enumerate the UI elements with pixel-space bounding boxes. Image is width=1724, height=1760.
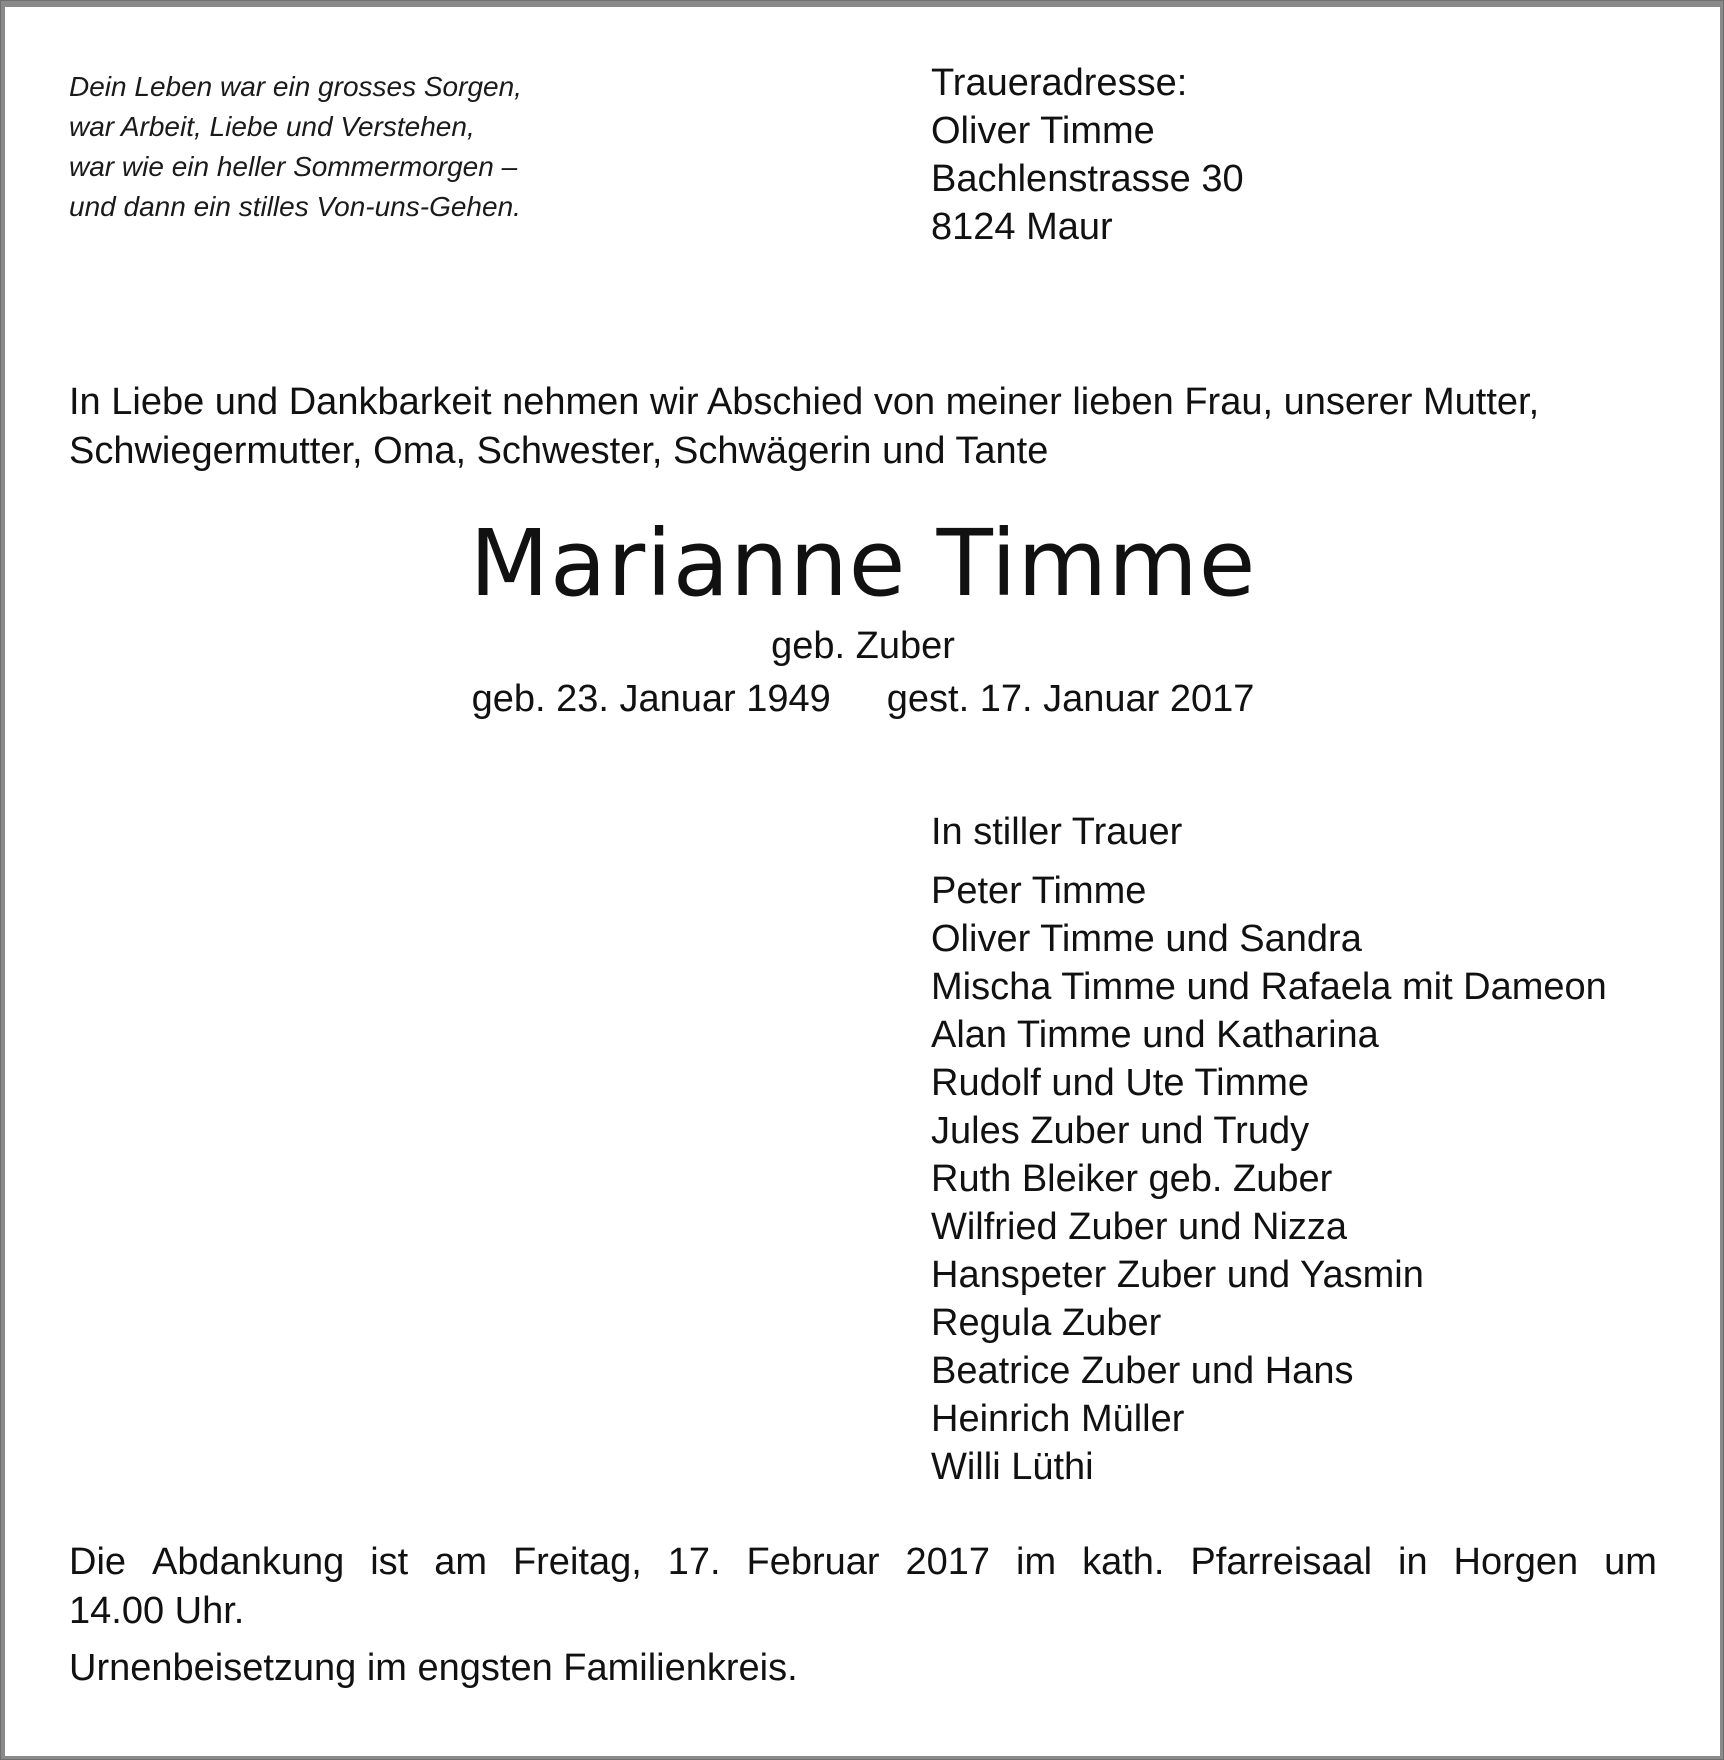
poem-line: war Arbeit, Liebe und Verstehen, <box>69 111 475 142</box>
mourner-name: Jules Zuber und Trudy <box>931 1110 1310 1152</box>
mourner-name: Mischa Timme und Rafaela mit Dameon <box>931 966 1607 1008</box>
mourner-name: Ruth Bleiker geb. Zuber <box>931 1158 1333 1200</box>
mourner-name: Regula Zuber <box>931 1302 1162 1344</box>
mourner-name: Oliver Timme und Sandra <box>931 918 1362 960</box>
address-label: Traueradresse: <box>931 62 1188 104</box>
page-border-right <box>1720 1 1723 1759</box>
birth-date: geb. 23. Januar 1949 <box>471 678 831 720</box>
intro-line: In Liebe und Dankbarkeit nehmen wir Abschied von meiner lieben Frau, unserer Mutter, <box>69 381 1540 423</box>
address-name: Oliver Timme <box>931 110 1155 152</box>
ceremony-word: Die <box>69 1541 127 1583</box>
mourner-name: Heinrich Müller <box>931 1398 1185 1440</box>
ceremony-word: im <box>1016 1541 1057 1583</box>
ceremony-line-2: 14.00 Uhr. <box>69 1590 245 1632</box>
page-border-left <box>1 1 5 1759</box>
burial-notice: Urnenbeisetzung im engsten Familienkreis. <box>69 1647 798 1689</box>
poem-line: Dein Leben war ein grosses Sorgen, <box>69 71 522 102</box>
life-dates <box>1 675 1724 723</box>
ceremony-word: kath. <box>1082 1541 1165 1583</box>
ceremony-word: Abdankung <box>151 1541 345 1583</box>
poem <box>69 67 522 227</box>
ceremony-notice <box>69 1538 1657 1636</box>
ceremony-word: um <box>1604 1541 1657 1583</box>
maiden-name: geb. Zuber <box>771 625 955 667</box>
mourners-list <box>931 867 1607 1491</box>
mourner-name: Alan Timme und Katharina <box>931 1014 1379 1056</box>
address-city: 8124 Maur <box>931 206 1113 248</box>
death-date: gest. 17. Januar 2017 <box>886 678 1255 720</box>
page-border-bottom <box>1 1756 1723 1759</box>
mourner-name: Peter Timme <box>931 870 1147 912</box>
intro-text <box>69 378 1669 476</box>
ceremony-word: Februar <box>746 1541 880 1583</box>
ceremony-word: 17. <box>667 1541 721 1583</box>
ceremony-word: Pfarreisaal <box>1190 1541 1373 1583</box>
ceremony-line-1 <box>69 1538 1657 1587</box>
ceremony-word: in <box>1398 1541 1428 1583</box>
mourning-heading: In stiller Trauer <box>931 811 1183 853</box>
mourner-name: Willi Lüthi <box>931 1446 1094 1488</box>
deceased-name: Marianne Timme <box>469 510 1257 617</box>
address-street: Bachlenstrasse 30 <box>931 158 1244 200</box>
page-border-top <box>1 1 1723 7</box>
poem-line: war wie ein heller Sommermorgen – <box>69 151 518 182</box>
mourner-name: Hanspeter Zuber und Yasmin <box>931 1254 1424 1296</box>
ceremony-word: am <box>434 1541 487 1583</box>
mourner-name: Wilfried Zuber und Nizza <box>931 1206 1348 1248</box>
mourner-name: Beatrice Zuber und Hans <box>931 1350 1354 1392</box>
ceremony-word: 2017 <box>905 1541 991 1583</box>
poem-line: und dann ein stilles Von-uns-Gehen. <box>69 191 521 222</box>
ceremony-word: ist <box>370 1541 409 1583</box>
mourning-address <box>931 59 1244 251</box>
ceremony-word: Freitag, <box>512 1541 642 1583</box>
mourner-name: Rudolf und Ute Timme <box>931 1062 1310 1104</box>
ceremony-word: Horgen <box>1453 1541 1579 1583</box>
intro-line: Schwiegermutter, Oma, Schwester, Schwägerin und Tante <box>69 430 1049 472</box>
